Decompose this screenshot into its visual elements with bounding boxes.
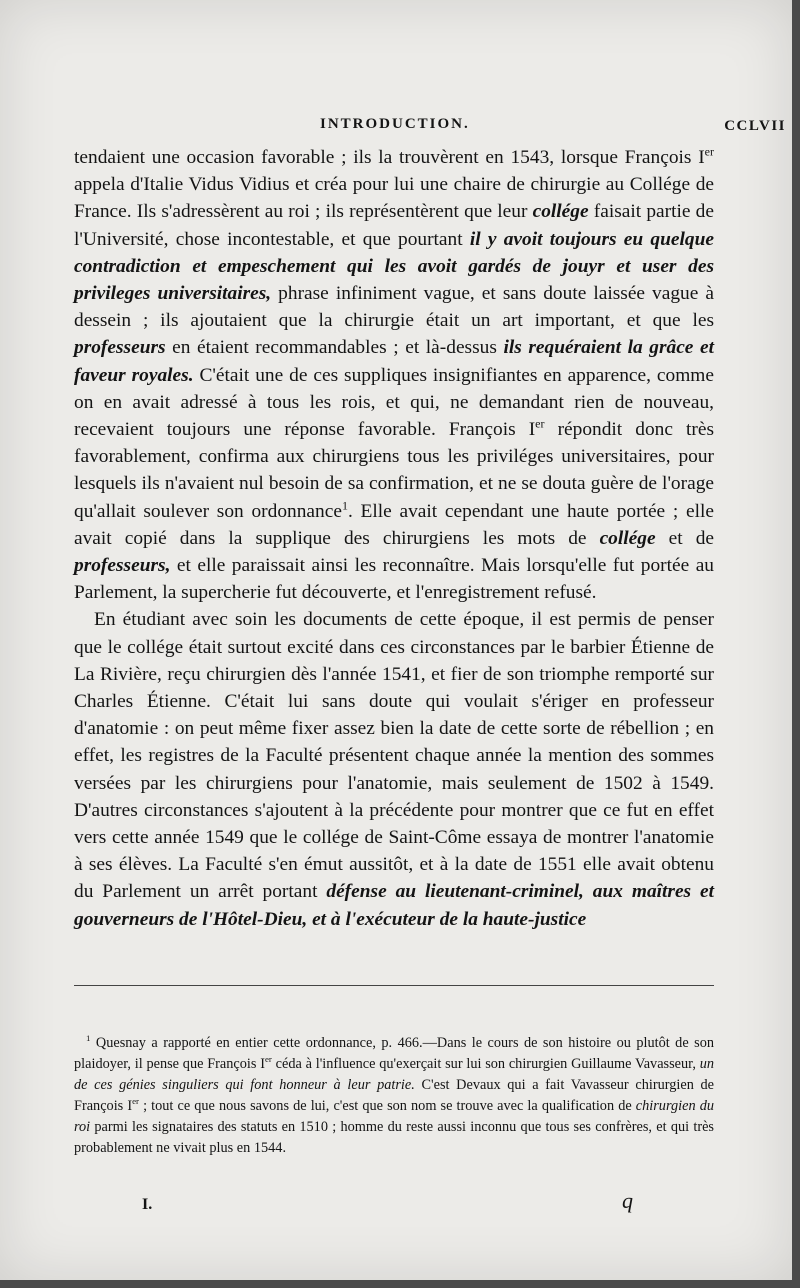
text-run: ; tout ce que nous savons de lui, c'est que son nom se trouve avec la qualification de	[138, 1098, 636, 1114]
text-run: En étudiant avec soin les documents de cette époque, il est permis de penser que le collége était surtout excité dans ces circonstances par le barbier Étienne de La Rivière, reçu chirurgien dès l'année 1541, et fier de son triomphe remporté sur Charles Étienne. C'était lui sans doute qui voulait s'ériger en professeur d'anatomie : on peut même fixer assez bien la date de cette sorte de rébellion ; en effet, les registres de la Faculté présentent chaque année la mention des sommes versées par les chirurgiens pour l'anatomie, mais seulement de 1502 à 1549. D'autres circonstances s'ajoutent à la précédente pour montrer que ce fut en effet vers cette année 1549 que le collége de Saint-Côme essaya de montrer l'anatomie à ses élèves. La Faculté s'en émut aussitôt, et à la date de 1551 elle avait obtenu du Parlement un arrêt portant	[74, 609, 714, 903]
footnote-marker: 1	[341, 498, 348, 513]
text-run: en étaient recommandables ; et là-dessus	[165, 337, 504, 359]
italic-run: il y avoit toujours eu quelque contradiction et empeschement qui les avoit gardés de jouyr et user des privileges universitaires,	[74, 228, 714, 305]
text-run: phrase infiniment vague, et sans doute laissée vague à dessein ; ils ajoutaient que la chirurgie était un art important, et que les	[74, 283, 714, 332]
text-run: tendaient une occasion favorable ; ils la trouvèrent en 1543, lorsque François I	[74, 147, 705, 168]
page-number: CCLVII	[724, 118, 786, 134]
italic-run: professeurs	[74, 337, 166, 359]
running-head	[70, 116, 790, 140]
italic-run: collége	[532, 201, 589, 223]
italic-run: chirurgien du roi	[74, 1098, 714, 1135]
italic-run: un de ces génies singuliers qui font honneur à leur patrie.	[74, 1056, 714, 1093]
text-run: C'est Devaux qui a fait Vavasseur chirurgien de François I	[74, 1077, 715, 1114]
text-run: appela d'Italie Vidus Vidius et créa pour lui une chaire de chirurgie au Collége de France. Ils s'adressèrent au roi ; ils représentèrent que leur	[74, 174, 714, 223]
italic-run: collége	[599, 527, 656, 549]
italic-run: ils requéraient la grâce et faveur royales.	[74, 337, 714, 386]
text-run: parmi les signataires des statuts en 1510 ; homme du reste aussi inconnu que tous ses confrères, et qui très probablement ne vivait plus en 1544.	[74, 1119, 714, 1156]
superscript: er	[535, 416, 545, 431]
italic-run: professeurs,	[74, 555, 171, 577]
footnote	[74, 1033, 714, 1159]
superscript: er	[132, 1096, 139, 1107]
text-run: répondit donc très favorablement, confirma aux chirurgiens tous les priviléges universitaires, pour lesquels ils n'avaient nul besoin de sa confirmation, et ne se douta guère de l'orage qu'allait soulever son ordonnance	[74, 419, 715, 522]
superscript: er	[704, 144, 714, 159]
body-text	[74, 144, 714, 933]
footnote-number: 1	[86, 1033, 91, 1044]
text-run: . Elle avait cependant une haute portée ; elle avait copié dans la supplique des chirurgiens les mots de	[74, 500, 714, 549]
signature-letter: q	[622, 1188, 633, 1213]
text-run: faisait partie de l'Université, chose incontestable, et que pourtant	[74, 201, 714, 250]
signature-mark: I.	[142, 1196, 153, 1213]
italic-run: défense au lieutenant-criminel, aux maîtres et gouverneurs de l'Hôtel-Dieu, et à l'exécuteur de la haute-justice	[74, 881, 715, 930]
text-run: et de	[655, 527, 714, 549]
text-run: C'était une de ces suppliques insignifiantes en apparence, comme on en avait adressé à tous les rois, et qui, ne demandant rien de nouveau, recevaient toujours une réponse favorable. François I	[74, 364, 714, 441]
footnote-rule	[74, 985, 714, 986]
text-run: et elle paraissait ainsi les reconnaître. Mais lorsqu'elle fut portée au Parlement, la supercherie fut découverte, et l'enregistrement refusé.	[74, 555, 714, 604]
text-run: Quesnay a rapporté en entier cette ordonnance, p. 466.—Dans le cours de son histoire ou plutôt de son plaidoyer, il pense que François I	[74, 1035, 714, 1072]
running-head-title: INTRODUCTION.	[320, 116, 470, 132]
paragraph	[74, 606, 714, 932]
text-run: céda à l'influence qu'exerçait sur lui son chirurgien Guillaume Vavasseur,	[271, 1056, 700, 1072]
superscript: er	[264, 1054, 272, 1065]
paragraph	[74, 144, 714, 606]
